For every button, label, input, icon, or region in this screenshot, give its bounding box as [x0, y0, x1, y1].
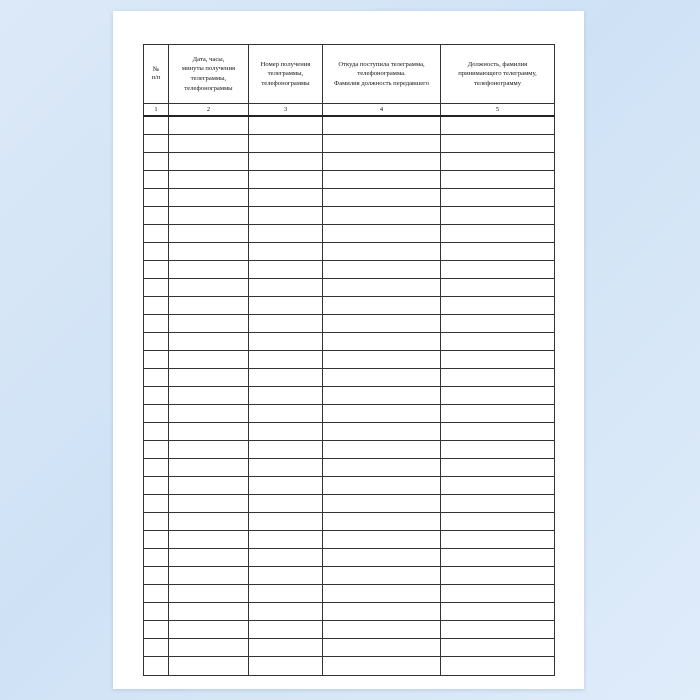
- table-header-row: [144, 45, 555, 104]
- table-cell[interactable]: [323, 369, 441, 387]
- table-row[interactable]: [144, 585, 555, 603]
- header-line: Дата, часы,: [192, 55, 225, 63]
- table-cell[interactable]: [249, 279, 323, 297]
- table-cell[interactable]: [249, 189, 323, 207]
- table-cell[interactable]: [323, 513, 441, 531]
- table-cell[interactable]: [144, 603, 169, 621]
- header-cell-receiver: [441, 45, 555, 104]
- table-cell[interactable]: [323, 441, 441, 459]
- header-line: телефонограммы: [184, 84, 233, 92]
- table-cell[interactable]: [249, 369, 323, 387]
- table-cell[interactable]: [441, 315, 555, 333]
- table-cell[interactable]: [169, 351, 249, 369]
- table-cell[interactable]: [441, 387, 555, 405]
- table-row[interactable]: [144, 603, 555, 621]
- table-row[interactable]: [144, 315, 555, 333]
- header-line: телеграммы,: [267, 70, 304, 78]
- table-cell[interactable]: [323, 405, 441, 423]
- table-cell[interactable]: [169, 135, 249, 153]
- header-line: Фамилия должность передавшего: [333, 79, 430, 87]
- table-cell[interactable]: [441, 657, 555, 676]
- table-cell[interactable]: [169, 297, 249, 315]
- table-cell[interactable]: [441, 171, 555, 189]
- table-cell[interactable]: [144, 495, 169, 513]
- table-cell[interactable]: [169, 116, 249, 135]
- table-cell[interactable]: [144, 531, 169, 549]
- table-cell[interactable]: [169, 459, 249, 477]
- header-line: телефонограмму: [473, 79, 522, 87]
- table-cell[interactable]: [441, 477, 555, 495]
- table-cell[interactable]: [441, 513, 555, 531]
- table-cell[interactable]: [169, 207, 249, 225]
- table-cell[interactable]: [144, 189, 169, 207]
- table-cell[interactable]: [323, 135, 441, 153]
- table-cell[interactable]: [323, 495, 441, 513]
- table-row[interactable]: [144, 639, 555, 657]
- table-cell[interactable]: [323, 567, 441, 585]
- table-cell[interactable]: [441, 405, 555, 423]
- table-row[interactable]: [144, 153, 555, 171]
- table-cell[interactable]: [323, 621, 441, 639]
- table-cell[interactable]: [249, 207, 323, 225]
- table-cell[interactable]: [249, 243, 323, 261]
- table-cell[interactable]: [323, 189, 441, 207]
- table-cell[interactable]: [249, 549, 323, 567]
- table-cell[interactable]: [441, 135, 555, 153]
- table-cell[interactable]: [249, 639, 323, 657]
- table-row[interactable]: [144, 351, 555, 369]
- table-cell[interactable]: [323, 531, 441, 549]
- table-cell[interactable]: [249, 315, 323, 333]
- table-cell[interactable]: [169, 639, 249, 657]
- table-cell[interactable]: [323, 261, 441, 279]
- table-cell[interactable]: [441, 567, 555, 585]
- table-cell[interactable]: [169, 549, 249, 567]
- table-cell[interactable]: [169, 279, 249, 297]
- table-cell[interactable]: [441, 261, 555, 279]
- table-cell[interactable]: [169, 333, 249, 351]
- table-cell[interactable]: [169, 261, 249, 279]
- table-cell[interactable]: [441, 603, 555, 621]
- table-cell[interactable]: [144, 243, 169, 261]
- table-cell[interactable]: [249, 297, 323, 315]
- table-cell[interactable]: [441, 369, 555, 387]
- table-cell[interactable]: [249, 351, 323, 369]
- header-line: телеграммы,: [190, 75, 227, 82]
- table-cell[interactable]: [441, 639, 555, 657]
- table-cell[interactable]: [144, 279, 169, 297]
- table-cell[interactable]: [441, 333, 555, 351]
- table-cell[interactable]: [441, 531, 555, 549]
- header-cell-source: [323, 45, 441, 104]
- table-cell[interactable]: [144, 585, 169, 603]
- table-row[interactable]: [144, 531, 555, 549]
- column-number: 1: [144, 104, 169, 117]
- table-cell[interactable]: [249, 153, 323, 171]
- table-cell[interactable]: [249, 423, 323, 441]
- table-cell[interactable]: [249, 477, 323, 495]
- table-cell[interactable]: [169, 243, 249, 261]
- table-cell[interactable]: [441, 549, 555, 567]
- table-cell[interactable]: [249, 387, 323, 405]
- table-row[interactable]: [144, 116, 555, 135]
- table-cell[interactable]: [323, 351, 441, 369]
- table-cell[interactable]: [323, 315, 441, 333]
- table-cell[interactable]: [323, 171, 441, 189]
- column-number: 2: [169, 104, 249, 117]
- table-cell[interactable]: [144, 333, 169, 351]
- table-row[interactable]: [144, 657, 555, 676]
- header-line: принимающего телеграмму,: [458, 70, 537, 78]
- table-cell[interactable]: [249, 441, 323, 459]
- table-cell[interactable]: [144, 423, 169, 441]
- header-cell-number: [144, 45, 169, 104]
- table-cell[interactable]: [249, 459, 323, 477]
- table-cell[interactable]: [249, 135, 323, 153]
- column-number: 5: [441, 104, 555, 117]
- table-cell[interactable]: [249, 171, 323, 189]
- header-line: Должность, фамилия: [467, 60, 528, 68]
- table-cell[interactable]: [169, 423, 249, 441]
- table-cell[interactable]: [169, 531, 249, 549]
- table-cell[interactable]: [144, 315, 169, 333]
- table-cell[interactable]: [144, 116, 169, 135]
- table-cell[interactable]: [323, 243, 441, 261]
- table-row[interactable]: [144, 279, 555, 297]
- table-cell[interactable]: [144, 567, 169, 585]
- table-cell[interactable]: [249, 225, 323, 243]
- table-cell[interactable]: [441, 297, 555, 315]
- table-row[interactable]: [144, 459, 555, 477]
- table-cell[interactable]: [169, 405, 249, 423]
- table-row[interactable]: [144, 387, 555, 405]
- table-cell[interactable]: [144, 261, 169, 279]
- table-cell[interactable]: [144, 513, 169, 531]
- table-cell[interactable]: [249, 513, 323, 531]
- table-row[interactable]: [144, 135, 555, 153]
- table-cell[interactable]: [169, 153, 249, 171]
- table-cell[interactable]: [249, 603, 323, 621]
- header-line: телефонограммы: [261, 79, 310, 87]
- table-row[interactable]: [144, 567, 555, 585]
- table-cell[interactable]: [323, 549, 441, 567]
- table-cell[interactable]: [169, 621, 249, 639]
- table-cell[interactable]: [323, 657, 441, 676]
- table-cell[interactable]: [144, 405, 169, 423]
- table-cell[interactable]: [323, 639, 441, 657]
- table-cell[interactable]: [144, 207, 169, 225]
- table-cell[interactable]: [441, 423, 555, 441]
- table-row[interactable]: [144, 261, 555, 279]
- document-page: [113, 11, 584, 689]
- registration-log-table: [143, 44, 555, 676]
- header-cell-number-received: [249, 45, 323, 104]
- header-cell-datetime: [169, 45, 249, 104]
- table-cell[interactable]: [249, 621, 323, 639]
- column-number: 3: [249, 104, 323, 117]
- table-cell[interactable]: [441, 585, 555, 603]
- table-cell[interactable]: [441, 153, 555, 171]
- table-cell[interactable]: [441, 459, 555, 477]
- table-cell[interactable]: [323, 603, 441, 621]
- table-cell[interactable]: [169, 495, 249, 513]
- table-cell[interactable]: [441, 279, 555, 297]
- table-cell[interactable]: [441, 351, 555, 369]
- table-row[interactable]: [144, 207, 555, 225]
- table-cell[interactable]: [144, 549, 169, 567]
- table-cell[interactable]: [144, 387, 169, 405]
- table-cell[interactable]: [169, 513, 249, 531]
- table-cell[interactable]: [249, 405, 323, 423]
- table-row[interactable]: [144, 369, 555, 387]
- header-line: телефонограмма.: [357, 70, 406, 78]
- table-cell[interactable]: [169, 657, 249, 676]
- table-cell[interactable]: [441, 189, 555, 207]
- table-cell[interactable]: [169, 585, 249, 603]
- table-cell[interactable]: [441, 243, 555, 261]
- table-cell[interactable]: [249, 531, 323, 549]
- table-cell[interactable]: [144, 657, 169, 676]
- table-row[interactable]: [144, 621, 555, 639]
- table-cell[interactable]: [169, 225, 249, 243]
- table-body: [144, 45, 555, 676]
- table-cell[interactable]: [249, 567, 323, 585]
- table-row[interactable]: [144, 333, 555, 351]
- table-cell[interactable]: [144, 441, 169, 459]
- table-cell[interactable]: [323, 153, 441, 171]
- header-line: минуты получения: [181, 65, 236, 73]
- table-cell[interactable]: [323, 279, 441, 297]
- table-row[interactable]: [144, 189, 555, 207]
- table-cell[interactable]: [169, 369, 249, 387]
- table-cell[interactable]: [169, 477, 249, 495]
- table-cell[interactable]: [323, 477, 441, 495]
- table-cell[interactable]: [144, 297, 169, 315]
- table-row[interactable]: [144, 441, 555, 459]
- table-cell[interactable]: [144, 135, 169, 153]
- table-cell[interactable]: [249, 333, 323, 351]
- table-row[interactable]: [144, 423, 555, 441]
- table-cell[interactable]: [323, 585, 441, 603]
- table-row[interactable]: [144, 405, 555, 423]
- table-cell[interactable]: [323, 423, 441, 441]
- table-cell[interactable]: [144, 459, 169, 477]
- table-cell[interactable]: [249, 116, 323, 135]
- table-row[interactable]: [144, 297, 555, 315]
- table-cell[interactable]: [144, 225, 169, 243]
- table-cell[interactable]: [323, 387, 441, 405]
- table-cell[interactable]: [169, 171, 249, 189]
- table-row[interactable]: [144, 495, 555, 513]
- table-row[interactable]: [144, 225, 555, 243]
- table-cell[interactable]: [323, 207, 441, 225]
- table-cell[interactable]: [144, 639, 169, 657]
- table-cell[interactable]: [441, 116, 555, 135]
- table-cell[interactable]: [441, 495, 555, 513]
- table-cell[interactable]: [249, 657, 323, 676]
- table-cell[interactable]: [169, 315, 249, 333]
- header-line: п/п: [151, 74, 161, 81]
- column-number-row: [144, 104, 555, 117]
- table-cell[interactable]: [144, 153, 169, 171]
- table-row[interactable]: [144, 477, 555, 495]
- table-cell[interactable]: [144, 351, 169, 369]
- table-cell[interactable]: [249, 261, 323, 279]
- column-number: 4: [323, 104, 441, 117]
- table-cell[interactable]: [249, 585, 323, 603]
- table-cell[interactable]: [441, 621, 555, 639]
- table-cell[interactable]: [441, 441, 555, 459]
- header-line: Откуда поступила телеграмма,: [338, 60, 425, 68]
- table-cell[interactable]: [169, 603, 249, 621]
- table-cell[interactable]: [441, 225, 555, 243]
- header-line: Номер получения: [260, 60, 311, 68]
- table-cell[interactable]: [323, 459, 441, 477]
- table-cell[interactable]: [144, 369, 169, 387]
- table-cell[interactable]: [323, 116, 441, 135]
- table-row[interactable]: [144, 549, 555, 567]
- table-cell[interactable]: [441, 207, 555, 225]
- table-cell[interactable]: [169, 567, 249, 585]
- table-cell[interactable]: [323, 333, 441, 351]
- table-row[interactable]: [144, 171, 555, 189]
- table-cell[interactable]: [249, 495, 323, 513]
- table-cell[interactable]: [169, 441, 249, 459]
- table-cell[interactable]: [169, 387, 249, 405]
- table-cell[interactable]: [144, 171, 169, 189]
- table-cell[interactable]: [144, 477, 169, 495]
- table-row[interactable]: [144, 513, 555, 531]
- header-line: №: [152, 65, 160, 73]
- table-cell[interactable]: [144, 621, 169, 639]
- table-row[interactable]: [144, 243, 555, 261]
- table-cell[interactable]: [323, 297, 441, 315]
- table-cell[interactable]: [169, 189, 249, 207]
- table-cell[interactable]: [323, 225, 441, 243]
